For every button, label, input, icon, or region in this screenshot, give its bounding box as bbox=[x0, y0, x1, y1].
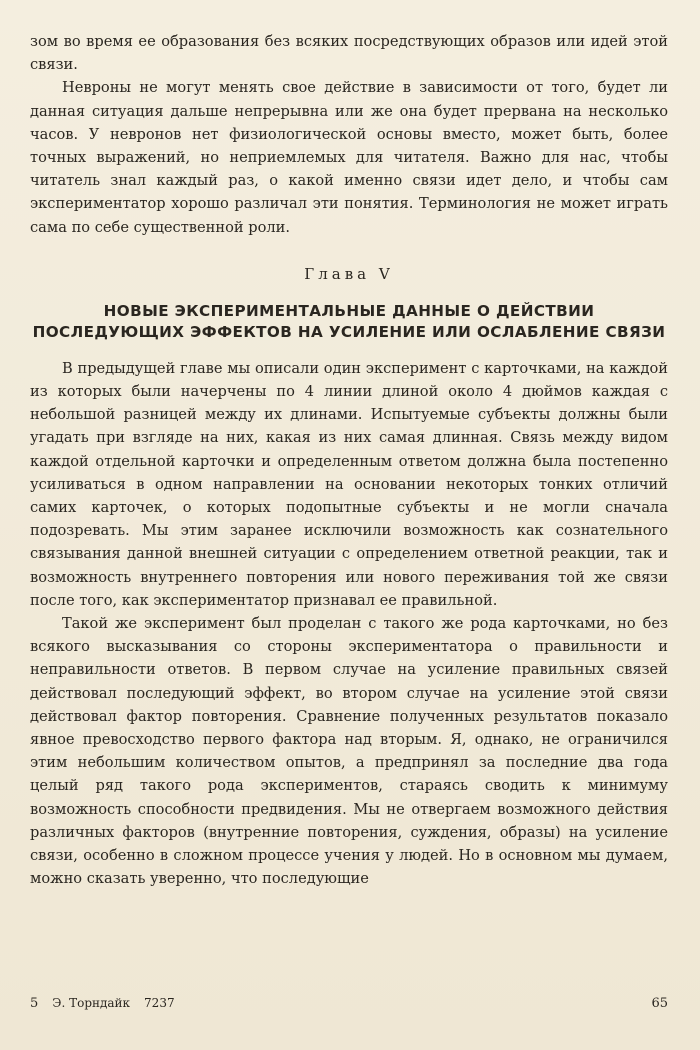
paragraph: В предыдущей главе мы описали один эксперимент с карточками, на каждой из которых были начерчены по 4 линии длиной около 4 дюймов каждая с небольшой разницей между их длинами. Испытуемые субъекты должны были угадать при взгляде на них, какая из них самая длинная. Связь между видом каждой отдельной карточки и определенным ответом должна была постепенно усиливаться в одном направлении на основании некоторых тонких отличий самих карточек, о которых подопытные субъекты и не могли сначала подозревать. Мы этим заранее исключили возможность как сознательного связывания данной внешней ситуации с определением ответной реакции, так и возможность внутреннего повторения или нового переживания той же связи после того, как экспериментатор признавал ее правильной. bbox=[30, 359, 668, 609]
paragraph: Невроны не могут менять свое действие в зависимости от того, будет ли данная ситуация дальше непрерывна или же она будет прервана на несколько часов. У невронов нет физиологической основы вместо, может быть, более точных выражений, но неприемлемых для читателя. Важно для нас, чтобы читатель знал каждый раз, о какой именно связи идет дело, и чтобы сам экспериментатор хорошо различал эти понятия. Терминология не может играть сама по себе существенной роли. bbox=[30, 79, 668, 236]
text-block-body bbox=[30, 357, 668, 891]
signature-mark bbox=[30, 996, 175, 1011]
signature-number: 5 bbox=[30, 996, 39, 1011]
print-code: 7237 bbox=[144, 996, 175, 1010]
paragraph: Такой же эксперимент был проделан с такого же рода карточками, но без всякого высказывания со стороны экспериментатора о правильности и неправильности ответов. В первом случае на усиление правильных связей действовал последующий эффект, во втором случае на усиление этой связи действовал фактор повторения. Сравнение полученных результатов показало явное превосходство первого фактора над вторым. Я, однако, не ограничился этим небольшим количеством опытов, а предпринял за последние два года целый ряд такого рода экспериментов, стараясь сводить к минимуму возможность способности предвидения. Мы не отвергаем возможного действия различных факторов (внутренние повторения, суждения, образы) на усиление связи, особенно в сложном процессе учения у людей. Но в основном мы думаем, можно сказать уверенно, что последующие bbox=[30, 615, 668, 888]
chapter-title: НОВЫЕ ЭКСПЕРИМЕНТАЛЬНЫЕ ДАННЫЕ О ДЕЙСТВИИ ПОСЛЕДУЮЩИХ ЭФФЕКТОВ НА УСИЛЕНИЕ ИЛИ ОСЛАБЛЕНИЕ СВЯЗИ bbox=[32, 301, 666, 341]
page-footer bbox=[30, 996, 668, 1011]
page-number: 65 bbox=[651, 996, 668, 1011]
chapter-label: Глава V bbox=[304, 264, 394, 283]
paragraph: зом во время ее образования без всяких посредствующих образов или идей этой связи. bbox=[30, 33, 668, 74]
signature-text: Э. Торндайк bbox=[52, 996, 131, 1010]
text-block-top bbox=[30, 30, 668, 239]
